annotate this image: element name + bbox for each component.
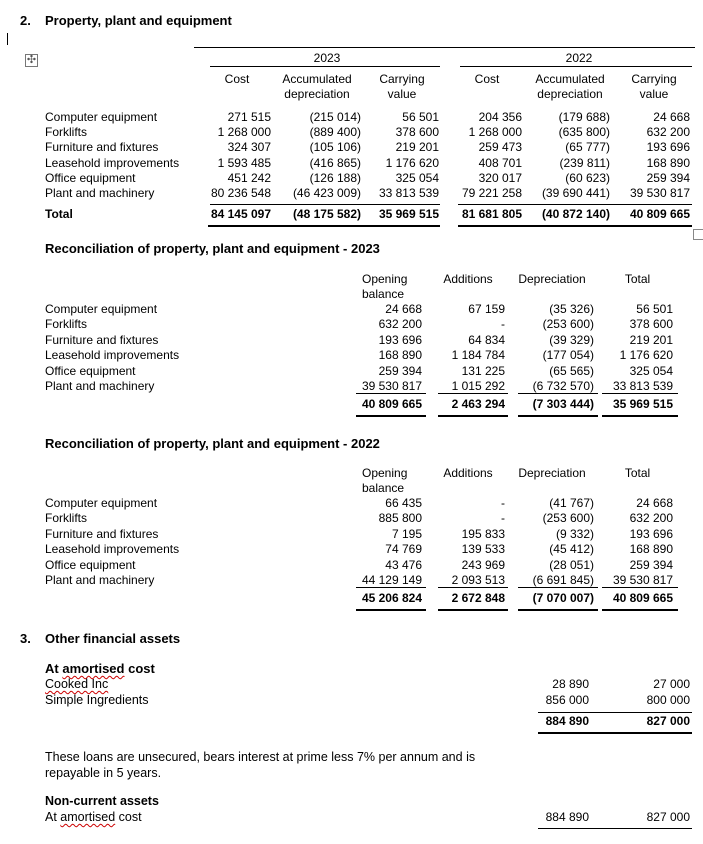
cell-value: 378 600	[629, 317, 673, 332]
subtotal-rule	[538, 712, 692, 713]
cell-value: 325 054	[629, 363, 673, 378]
row-label: Computer equipment	[45, 496, 158, 510]
cell-value: 74 769	[385, 542, 422, 557]
cell-value: 1 176 620	[385, 155, 439, 170]
cell-value: 325 054	[395, 170, 439, 185]
section-title: Other financial assets	[45, 631, 181, 646]
total-value: (7 070 007)	[532, 591, 594, 605]
cell-value: 219 201	[395, 140, 439, 155]
cell-value: (60 623)	[565, 170, 610, 185]
cell-value: 24 668	[653, 110, 690, 124]
total-rule-2022	[458, 204, 692, 205]
cell-value: 39 530 817	[629, 186, 690, 200]
cell-value: 1 176 620	[619, 348, 673, 363]
cell-value: (6 732 570)	[532, 379, 594, 393]
cell-value: (635 800)	[558, 125, 610, 140]
double-rule	[356, 415, 426, 417]
total-label: Total	[45, 207, 73, 221]
column-header: Accumulated depreciation	[535, 72, 605, 101]
cell-value: (253 600)	[542, 317, 594, 332]
total-rule	[602, 587, 678, 588]
cell-value: (105 106)	[309, 140, 361, 155]
cell-value: 33 813 539	[612, 379, 673, 393]
total-value: 2 672 848	[451, 591, 505, 605]
cell-value: 2 093 513	[451, 573, 505, 587]
cell-value: (215 014)	[309, 110, 361, 124]
total-value: 35 969 515	[378, 207, 439, 221]
cell-value: 24 668	[636, 496, 673, 510]
cell-value: (65 565)	[549, 363, 594, 378]
total-value: 40 809 665	[629, 207, 690, 221]
column-header: Total	[624, 466, 651, 480]
cell-value: 168 890	[646, 155, 690, 170]
cell-value: 44 129 149	[361, 573, 422, 587]
cell-value: 243 969	[461, 557, 505, 572]
cell-value: 1 184 784	[451, 348, 505, 363]
cell-value: (35 326)	[549, 302, 594, 316]
row-label: Cooked Inc	[45, 677, 109, 691]
note-line: repayable in 5 years.	[45, 766, 162, 780]
total-rule	[356, 393, 426, 394]
double-rule	[538, 732, 692, 734]
row-label: Plant and machinery	[45, 573, 155, 587]
cell-value: 1 268 000	[468, 125, 522, 140]
column-header: Additions	[443, 272, 493, 286]
cell-value: 39 530 817	[361, 379, 422, 393]
cell-value: 259 394	[646, 170, 690, 185]
double-rule	[356, 609, 426, 611]
total-value: (48 175 582)	[292, 207, 361, 221]
cell-value: (65 777)	[565, 140, 610, 155]
cell-value: 56 501	[402, 110, 439, 124]
total-rule	[356, 587, 426, 588]
column-header: Opening balance	[362, 272, 408, 301]
cell-value: (39 690 441)	[541, 186, 610, 200]
cell-value: 632 200	[646, 125, 690, 140]
column-header: Opening balance	[362, 466, 408, 495]
cell-value: 168 890	[629, 542, 673, 557]
cell-value: (889 400)	[309, 125, 361, 140]
cell-value: (41 767)	[549, 496, 594, 510]
row-label: Furniture and fixtures	[45, 526, 159, 541]
row-label: Office equipment	[45, 557, 136, 572]
cell-value: 271 515	[227, 110, 271, 124]
total-value: 35 969 515	[612, 397, 673, 411]
note-line: These loans are unsecured, bears interest at prime less 7% per annum and is	[45, 750, 476, 764]
double-rule	[602, 415, 678, 417]
cell-value: (126 188)	[309, 170, 361, 185]
year-2022-header: 2022	[565, 51, 593, 65]
column-header: Accumulated depreciation	[282, 72, 352, 101]
year-2023-rule	[210, 66, 440, 67]
total-value-2023: 884 890	[545, 714, 589, 728]
row-label: Forklifts	[45, 125, 87, 140]
total-rule	[518, 393, 598, 394]
table-move-handle-icon[interactable]: ✣	[26, 54, 37, 66]
cell-value: 193 696	[646, 140, 690, 155]
total-value: 45 206 824	[361, 591, 422, 605]
column-header: Carrying value	[379, 72, 425, 101]
column-header: Depreciation	[518, 272, 586, 286]
section-number: 3.	[20, 631, 31, 646]
cell-value: (46 423 009)	[292, 186, 361, 200]
cell-value: (9 332)	[555, 526, 594, 541]
cell-value: 856 000	[545, 692, 589, 707]
cell-value: 378 600	[395, 125, 439, 140]
cell-value: 139 533	[461, 542, 505, 557]
cell-value: 27 000	[653, 677, 690, 691]
cell-value: -	[501, 496, 505, 510]
total-value: (7 303 444)	[532, 397, 594, 411]
recon-2022-title: Reconciliation of property, plant and equipment - 2022	[45, 436, 380, 451]
row-label: Leasehold improvements	[45, 542, 180, 557]
row-label: Furniture and fixtures	[45, 140, 159, 155]
row-label: Computer equipment	[45, 302, 158, 316]
cell-value: (239 811)	[559, 155, 610, 170]
cell-value: 193 696	[629, 526, 673, 541]
cell-value: (179 688)	[558, 110, 610, 124]
cell-value: 56 501	[636, 302, 673, 316]
cell-value: 39 530 817	[612, 573, 673, 587]
table-resize-handle[interactable]	[693, 229, 703, 240]
column-header: Depreciation	[518, 466, 586, 480]
row-label: Forklifts	[45, 317, 87, 332]
total-rule	[602, 393, 678, 394]
total-value: (40 872 140)	[541, 207, 610, 221]
cell-value: 66 435	[385, 496, 422, 510]
double-rule-2022	[458, 225, 692, 227]
cell-value: 1 268 000	[217, 125, 271, 140]
total-rule-2023	[210, 204, 440, 205]
subheading-amortised-cost: At amortised cost	[45, 661, 155, 676]
cell-value: -	[501, 317, 505, 332]
cell-value: (6 691 845)	[532, 573, 594, 587]
double-rule-2023	[208, 225, 440, 227]
cell-value: (45 412)	[549, 542, 594, 557]
noncurrent-title: Non-current assets	[45, 794, 159, 808]
total-value-2022: 827 000	[646, 714, 690, 728]
year-2023-header: 2023	[313, 51, 341, 65]
total-rule	[438, 393, 508, 394]
row-label: Office equipment	[45, 363, 136, 378]
row-label: Forklifts	[45, 511, 87, 526]
column-header: Cost	[224, 72, 250, 86]
cell-value: 33 813 539	[378, 186, 439, 200]
cell-value: 259 473	[478, 140, 522, 155]
total-value: 2 463 294	[451, 397, 505, 411]
cell-value: 168 890	[378, 348, 422, 363]
total-value: 84 145 097	[210, 207, 271, 221]
cell-value: 259 394	[629, 557, 673, 572]
row-label: Simple Ingredients	[45, 692, 149, 707]
header-rule	[194, 47, 695, 48]
cell-value: 24 668	[385, 302, 422, 316]
row-label: Plant and machinery	[45, 379, 155, 393]
column-header: Cost	[474, 72, 500, 86]
cell-value: 632 200	[629, 511, 673, 526]
cell-value: 195 833	[461, 526, 505, 541]
section-number: 2.	[20, 13, 31, 28]
cell-value: 64 834	[468, 332, 505, 347]
noncurrent-value-2023: 884 890	[545, 810, 589, 824]
cell-value: 80 236 548	[210, 186, 271, 200]
cell-value: (253 600)	[542, 511, 594, 526]
cell-value: 67 159	[468, 302, 505, 316]
total-value: 81 681 805	[461, 207, 522, 221]
cell-value: (39 329)	[549, 332, 594, 347]
row-label: Leasehold improvements	[45, 348, 180, 363]
cell-value: 259 394	[378, 363, 422, 378]
cell-value: 1 593 485	[217, 155, 271, 170]
noncurrent-label: At amortised cost	[45, 810, 142, 824]
cell-value: 408 701	[478, 155, 522, 170]
cell-value: 324 307	[227, 140, 271, 155]
text-cursor	[7, 33, 8, 45]
cell-value: -	[501, 511, 505, 526]
cell-value: (416 865)	[309, 155, 361, 170]
cell-value: 204 356	[478, 110, 522, 124]
cell-value: 885 800	[378, 511, 422, 526]
cell-value: 193 696	[378, 332, 422, 347]
double-rule	[518, 609, 598, 611]
cell-value: 1 015 292	[451, 379, 505, 393]
column-header: Carrying value	[631, 72, 677, 101]
noncurrent-rule	[538, 828, 692, 829]
recon-2023-title: Reconciliation of property, plant and equipment - 2023	[45, 241, 380, 256]
cell-value: 451 242	[227, 170, 271, 185]
cell-value: 131 225	[461, 363, 505, 378]
cell-value: (177 054)	[542, 348, 594, 363]
section-title: Property, plant and equipment	[45, 13, 232, 28]
column-header: Additions	[443, 466, 493, 480]
double-rule	[518, 415, 598, 417]
row-label: Office equipment	[45, 170, 136, 185]
total-value: 40 809 665	[612, 591, 673, 605]
cell-value: 632 200	[378, 317, 422, 332]
column-header: Total	[624, 272, 651, 286]
double-rule	[602, 609, 678, 611]
cell-value: 28 890	[552, 677, 589, 691]
cell-value: 800 000	[646, 692, 690, 707]
cell-value: 43 476	[385, 557, 422, 572]
row-label: Plant and machinery	[45, 186, 155, 200]
noncurrent-value-2022: 827 000	[646, 810, 690, 824]
total-rule	[438, 587, 508, 588]
double-rule	[438, 609, 508, 611]
cell-value: 219 201	[629, 332, 673, 347]
cell-value: 7 195	[391, 526, 422, 541]
total-value: 40 809 665	[361, 397, 422, 411]
row-label: Furniture and fixtures	[45, 332, 159, 347]
double-rule	[438, 415, 508, 417]
row-label: Computer equipment	[45, 110, 158, 124]
year-2022-rule	[460, 66, 692, 67]
total-rule	[518, 587, 598, 588]
cell-value: 79 221 258	[461, 186, 522, 200]
cell-value: 320 017	[478, 170, 522, 185]
row-label: Leasehold improvements	[45, 155, 180, 170]
cell-value: (28 051)	[549, 557, 594, 572]
